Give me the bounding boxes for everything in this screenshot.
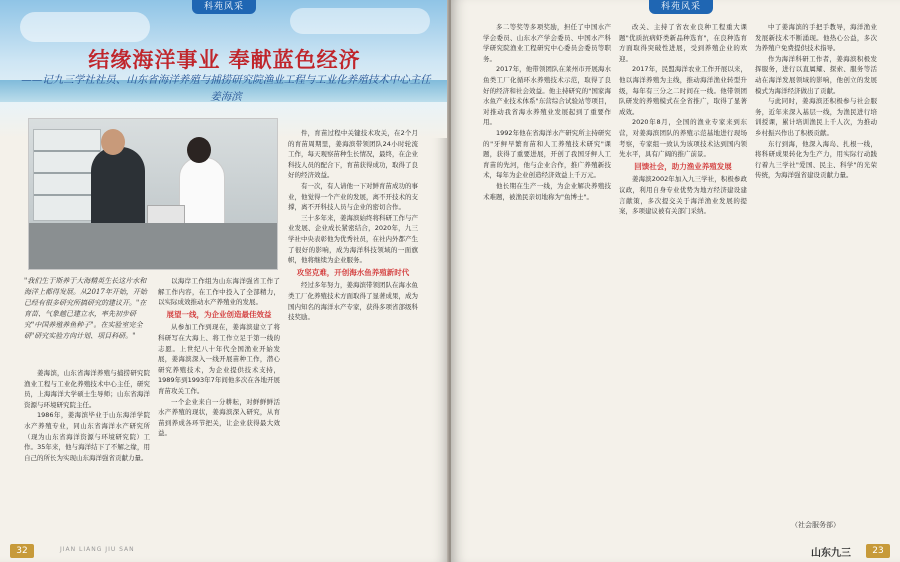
paragraph: 有一次，有人请他一下对鲜育苗成功的事业，他觉得一个产业的发展，离不开技术的支撑，离不开科技人员与企业的密切合作。 bbox=[288, 181, 418, 212]
person-graphic bbox=[179, 157, 225, 231]
section-tab: 科苑风采 bbox=[192, 0, 256, 14]
page-number: 32 bbox=[10, 544, 34, 558]
left-column-1 bbox=[24, 368, 150, 463]
paragraph: 经过多年努力，姜海滨带领团队在海水鱼类工厂化养殖技术方面取得了显著成果，成为国内知名的海洋水产专家，获得多项省部级科技奖励。 bbox=[288, 281, 418, 322]
paragraph: 件，育苗过程中关键技术攻关，在2个月的育苗周期里，姜海滨带领团队24小时轮流工作，每天观察苗种生长情况，最终，在企业科技人员的配合下，育苗获得成功，取得了良好的经济效益。 bbox=[288, 129, 418, 180]
paragraph: 2020年8月，全国的渔业专家来到东营，对姜海滨团队的养殖示范基地进行现场考察，专家组一致认为该项技术达到国内领先水平，具有广阔的推广前景。 bbox=[619, 118, 747, 159]
paragraph: 2017年，他带领团队在莱州市开展海水鱼类工厂化循环水养殖技术示范，取得了良好的经济和社会效益。他主持研究的"国家海水鱼产业技术体系"东营综合试验站等项目，对推动我省海水养殖业发展起到了重要作用。 bbox=[483, 65, 611, 127]
paragraph: 1986年，姜海滨毕业于山东海洋学院水产养殖专业，同山东省海洋水产研究所（现为山东省海洋资源与环境研究院）工作。35年来，他与海洋结下了不解之缘，用自己的所长为实现山东海洋强省贡献力量。 bbox=[24, 411, 150, 462]
paragraph: 从参加工作到现在，姜海滨建立了将科研写在大海上、将工作立足于第一线的志愿。上世纪八十年代全国渔业开始发展，姜海滨深入一线开展苗种工作，潜心研究养殖技术，为企业提供技术支持，1989年到1993年7年间他多次在各地开展育苗攻关工作。 bbox=[158, 323, 280, 395]
paragraph: 以海岸工作组为山东海洋强省工作了解工作内容，在工作中投入了全部精力，以实际成效推动水产养殖业的发展。 bbox=[158, 277, 280, 307]
left-page bbox=[0, 0, 449, 562]
right-column-2 bbox=[619, 22, 747, 217]
footer-mark: JIAN LIANG JIU SAN bbox=[60, 546, 135, 553]
paragraph: 1992年他在省海洋水产研究所主持研究的"牙鲆早繁育苗和人工养殖技术研究"课题，获得了重要进展，开创了我国牙鲆人工育苗的先河，他与企业合作，推广养殖新技术，每年为企业创造经济效益上千万元。 bbox=[483, 128, 611, 180]
photo-caption: "我们生于斯养于大海精英生长这片水和海洋上都得发展。从2017年开始，开始已经有很多研究所搞研究的建议开。"在育苗、气象越已建立水，率先初步研究"中国养殖养鱼种子"。在实验室完全研"研究实验方向计划、项目科研。" bbox=[24, 277, 147, 340]
author-credit: （社会服务部） bbox=[791, 521, 840, 529]
paragraph: 2017年，民盟海洋农业工作开展以来，他以海洋养殖为主线，推动海洋渔业转型升级，每年有三分之二时间在一线。他带领团队研发的养殖模式在全省推广，取得了显著成效。 bbox=[619, 65, 747, 116]
paragraph: 姜海滨，山东省海洋养殖与捕捞研究院渔业工程与工业化养殖技术中心主任，研究员，上海海洋大学硕士生导师；山东省海洋资源与环境研究院主任。 bbox=[24, 369, 150, 409]
article-title: 结缘海洋事业 奉献蓝色经济 bbox=[88, 47, 361, 72]
cloud-graphic bbox=[290, 8, 430, 34]
paragraph: 多二等奖等多项奖励，担任了中国水产学会委员、山东水产学会委员、中国水产科学研究院渔业工程研究中心委员会委员等职务。 bbox=[483, 23, 611, 63]
right-page bbox=[451, 0, 900, 562]
person-head-graphic bbox=[187, 137, 211, 163]
right-column-1 bbox=[483, 22, 611, 202]
left-column-3 bbox=[288, 128, 418, 323]
section-heading: 回馈社会，助力渔业养殖发展 bbox=[634, 161, 732, 171]
paragraph: 改关、主持了省农业良种工程重大课题"优质抗病虾类新品种选育"，在良种选育方面取得突破性进展，受到养殖企业的欢迎。 bbox=[619, 23, 747, 63]
right-column-3 bbox=[755, 22, 877, 181]
lab-photo bbox=[28, 118, 278, 270]
section-tab: 科苑风采 bbox=[649, 0, 713, 14]
magazine-brand: 山东九三 bbox=[811, 548, 851, 559]
paragraph: 一个企业来自一分耕耘，对鲜鲜鲜活水产养殖的现状，姜海滨深入研究，从育苗到养成各环节把关，让企业获得最大效益。 bbox=[158, 397, 280, 438]
person-graphic bbox=[91, 147, 145, 227]
paragraph: 他长期在生产一线，为企业解决养殖技术难题，被渔民亲切地称为"鱼博士"。 bbox=[483, 181, 611, 201]
paragraph: 姜海滨2002年加入九三学社，积极参政议政，利用自身专业优势为地方经济建设建言献策，多次提交关于海洋渔业发展的提案，多项建议被有关部门采纳。 bbox=[619, 175, 747, 216]
section-heading: 攻坚克难，开创海水鱼养殖新时代 bbox=[296, 267, 410, 277]
paragraph: 三十多年来，姜海滨始终将科研工作与产业发展、企业成长紧密结合，2020年，九三学社中央表彰他为优秀社员，在社内外都产生了很好的影响，成为海洋科技领域的一面旗帜，他将继续为企业服务。 bbox=[288, 213, 418, 265]
cloud-graphic bbox=[20, 12, 150, 42]
lab-bench-graphic bbox=[29, 223, 277, 269]
section-heading: 展望一线，为企业创造最佳效益 bbox=[166, 309, 272, 319]
paragraph: 与此同时，姜海滨还积极参与社会服务，近年来深入基层一线，为渔民进行培训授课，累计培训渔民上千人次，为推动乡村振兴作出了积极贡献。 bbox=[755, 97, 877, 137]
article-subtitle: ——记九三学社社员、山东省海洋养殖与捕捞研究院渔业工程与工业化养殖技术中心主任姜海滨 bbox=[21, 74, 431, 103]
person-head-graphic bbox=[101, 129, 125, 155]
left-column-2 bbox=[158, 276, 280, 439]
page-number: 23 bbox=[866, 544, 890, 558]
paragraph: 作为海洋科研工作者，姜海滨积极发挥服务，进行以直属耀、探索、服务等活动在海洋发展领域的影响，他创立的发展模式为海洋经济做出了贡献。 bbox=[755, 54, 877, 95]
paragraph: 东行到海，他深入海岛、扎根一线，将科研成果转化为生产力，用实际行动践行着九三学社"爱国、民主、科学"的光荣传统，为海洋强省建设贡献力量。 bbox=[755, 139, 877, 180]
paragraph: 中了姜海滨的手把手教导，海洋渔业发展新技术不断涌现。他热心公益，多次为养殖户免费提供技术指导。 bbox=[755, 23, 877, 53]
